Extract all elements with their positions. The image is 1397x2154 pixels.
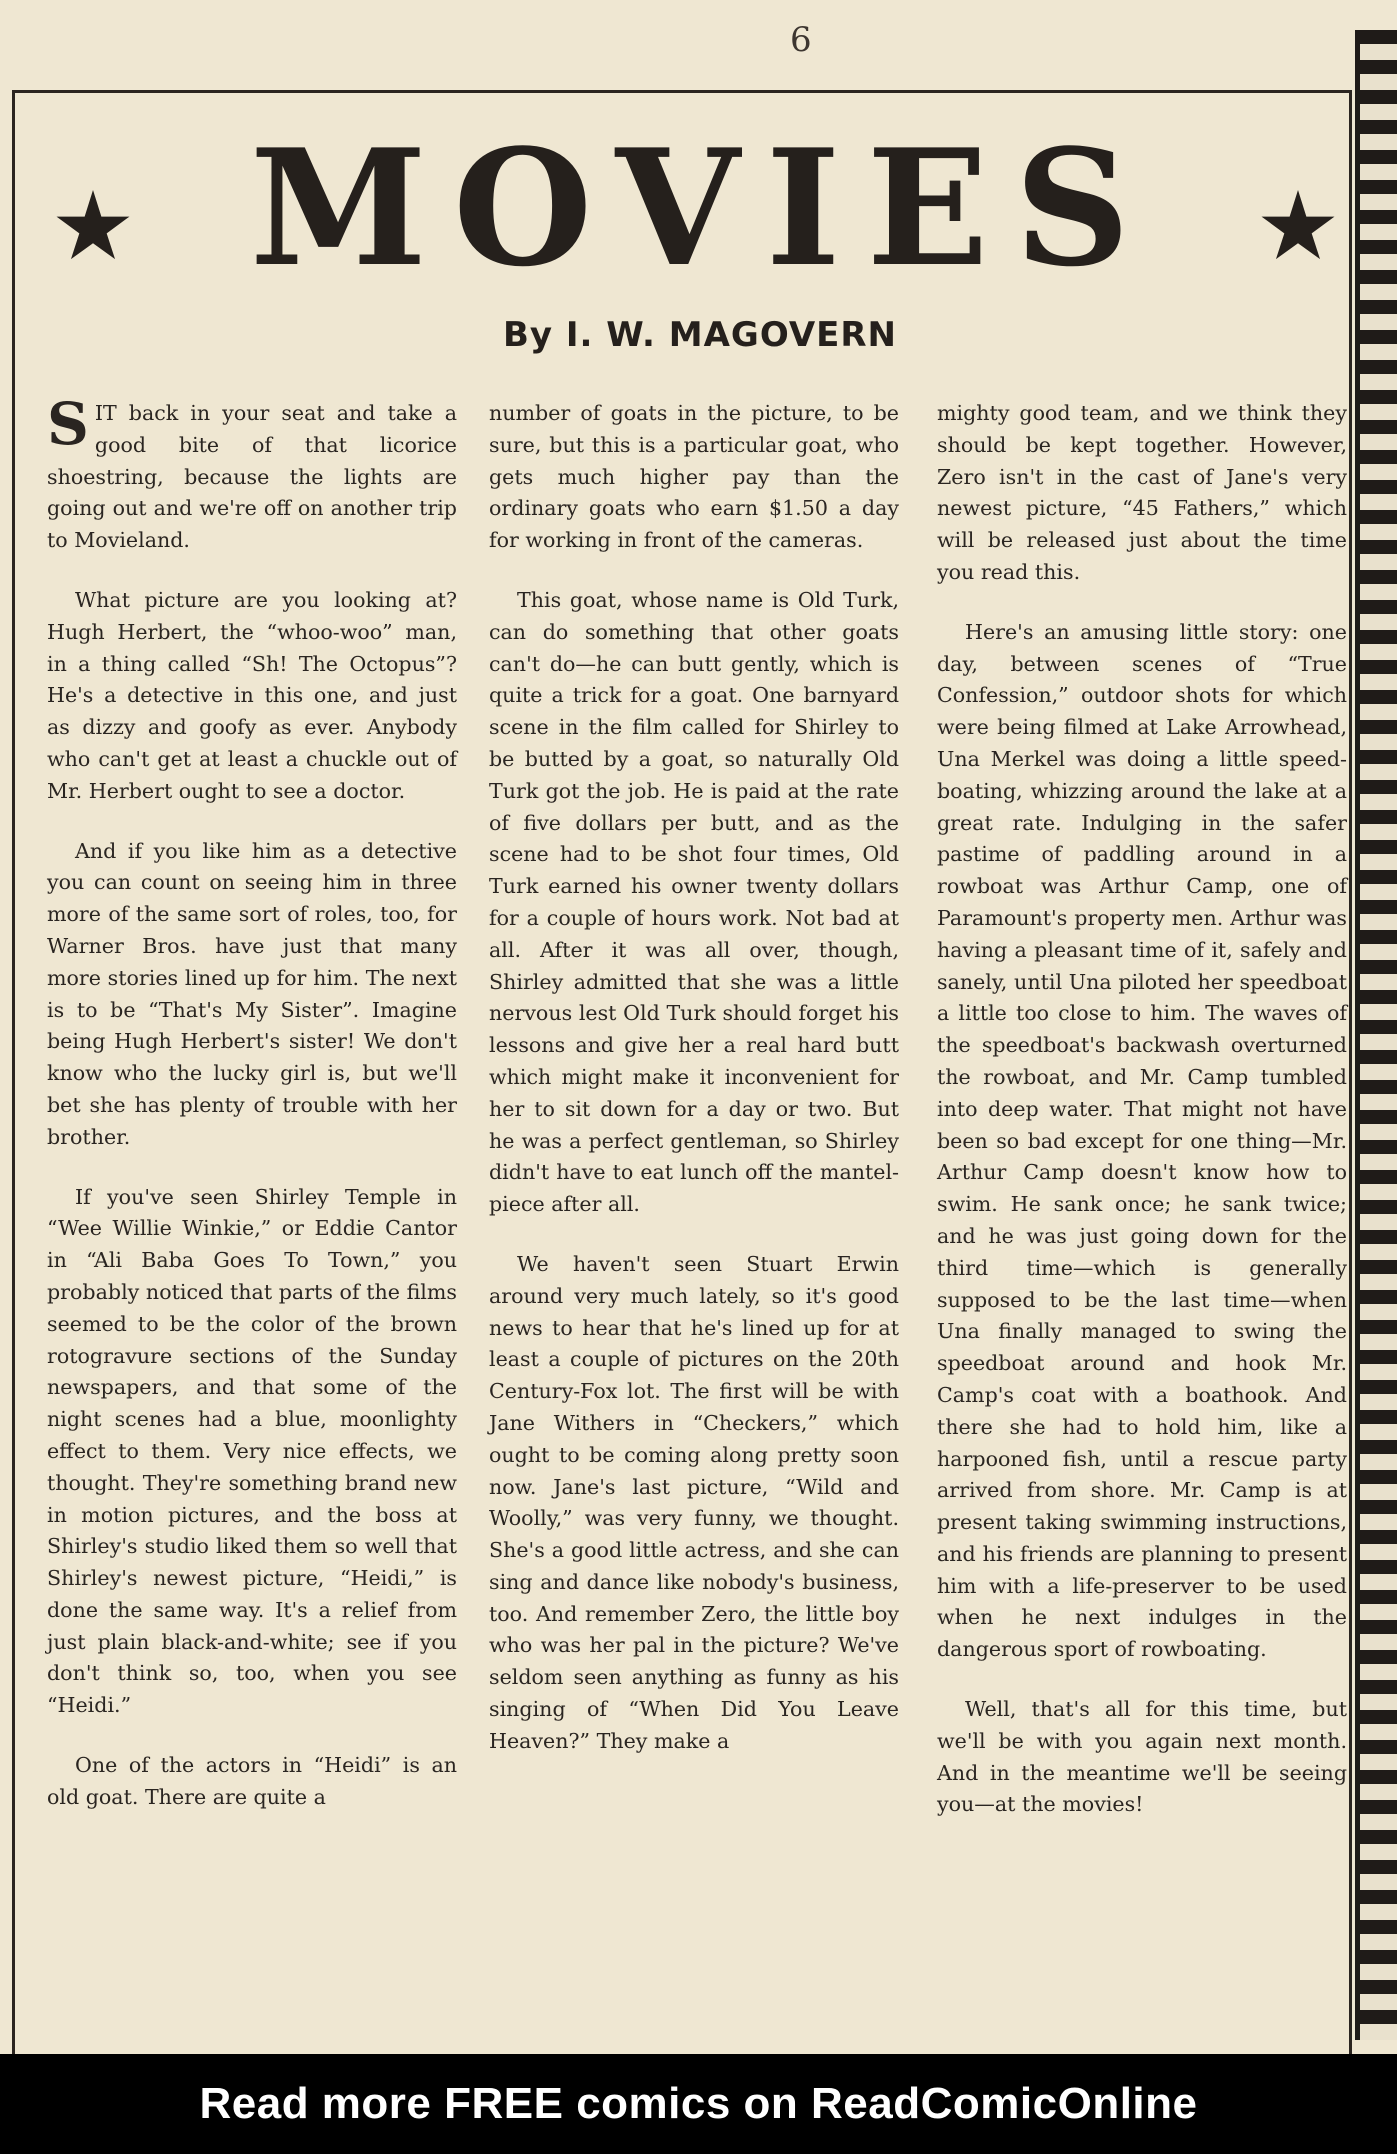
article-paragraph: SIT back in your seat and take a good bite of that licorice shoestring, because the lights are going out and we're off on another trip to Movieland. — [47, 390, 457, 553]
article-paragraph: This goat, whose name is Old Turk, can do something that other goats can't do—he can butt gently, which is quite a trick for a goat. One barnyard scene in the film called for Shirley to be butted by a goat, so naturally Old Turk got the job. He is paid at the rate of five dollars per butt, and as the scene had to be shot four times, Old Turk earned his owner twenty dollars for a couple of hours work. Not bad at all. After it was all over, though, Shirley admitted that she was a little nervous lest Old Turk should forget his lessons and give her a real hard butt which might make it inconvenient for her to sit down for a day or two. But he was a perfect gentleman, so Shirley didn't have to eat lunch off the mantel-piece after all. — [489, 587, 899, 1217]
article-paragraph: What picture are you looking at? Hugh Herbert, the “whoo-woo” man, in a thing called “Sh! The Octopus”? He's a detective in this one, and just as dizzy and goofy as ever. Anybody who can't get at least a chuckle out of Mr. Herbert ought to see a doctor. — [47, 587, 457, 803]
page-stamp: 6 — [790, 20, 812, 60]
title-row — [40, 114, 1340, 302]
article-paragraph: And if you like him as a detective you can count on seeing him in three more of the same sort of roles, too, for Warner Bros. have just that many more stories lined up for him. The next is to be “That's My Sister”. Imagine being Hugh Herbert's sister! We don't know who the lucky girl is, but we'll bet she has plenty of trouble with her brother. — [47, 838, 457, 1149]
byline: By I. W. MAGOVERN — [502, 315, 898, 355]
promo-banner[interactable] — [0, 2054, 1397, 2154]
article-body — [47, 390, 1347, 1948]
article-column-1 — [47, 390, 457, 1842]
article-paragraph: We haven't seen Stuart Erwin around very much lately, so it's good news to hear that he's lined up for at least a couple of pictures on the 20th Century-Fox lot. The first will be with Jane Withers in “Checkers,” which ought to be coming along pretty soon now. Jane's last picture, “Wild and Woolly,” was very funny, we thought. She's a good little actress, and she can sing and dance like nobody's business, too. And remember Zero, the little boy who was her pal in the picture? We've seldom seen anything as funny as his singing of “When Did You Leave Heaven?” They make a — [489, 1251, 899, 1753]
article-paragraph: Here's an amusing little story: one day, between scenes of “True Confession,” outdoor shots for which were being filmed at Lake Arrowhead, Una Merkel was doing a little speed-boating, whizzing around the lake at a great rate. Indulging in the safer pastime of paddling around in a rowboat was Arthur Camp, one of Paramount's property men. Arthur was having a pleasant time of it, safely and sanely, until Una piloted her speedboat a little too close to him. The waves of the speedboat's backwash overturned the rowboat, and Mr. Camp tumbled into deep water. That might not have been so bad except for one thing—Mr. Arthur Camp doesn't know how to swim. He sank once; he sank twice; and he was just going down for the third time—which is generally supposed to be the last time—when Una finally managed to swing the speedboat around and hook Mr. Camp's coat with a boathook. And there she had to hold him, like a harpooned fish, until a rescue party arrived from shore. Mr. Camp is at present taking swimming instructions, and his friends are planning to present him with a life-preserver to be used when he next indulges in the dangerous sport of rowboating. — [937, 619, 1347, 1662]
page-title: MOVIES — [249, 114, 1157, 302]
article-paragraph: If you've seen Shirley Temple in “Wee Willie Winkie,” or Eddie Cantor in “Ali Baba Goes To Town,” you probably noticed that parts of the films seemed to be the color of the brown rotogravure sections of the Sunday newspapers, and that some of the night scenes had a blue, moonlighty effect to them. Very nice effects, we thought. They're something brand new in motion pictures, and the boss at Shirley's studio liked them so well that Shirley's newest picture, “Heidi,” is done the same way. It's a relief from just plain black-and-white; see if you don't think so, too, when you see “Heidi.” — [47, 1184, 457, 1718]
article-paragraph: Well, that's all for this time, but we'll be with you again next month. And in the meantime we'll be seeing you—at the movies! — [937, 1697, 1347, 1817]
article-column-3 — [937, 398, 1347, 1849]
drop-cap: S — [47, 390, 89, 458]
article-paragraph: number of goats in the picture, to be sure, but this is a particular goat, who gets much higher pay than the ordinary goats who earn $1.50 a day for working in front of the cameras. — [489, 401, 899, 553]
promo-banner-text: Read more FREE comics on ReadComicOnline — [199, 2079, 1198, 2128]
spiral-binding — [1355, 30, 1397, 2040]
article-paragraph: mighty good team, and we think they should be kept together. However, Zero isn't in the cast of Jane's very newest picture, “45 Fathers,” which will be released just about the time you read this. — [937, 401, 1347, 584]
article-paragraph: One of the actors in “Heidi” is an old goat. There are quite a — [47, 1753, 457, 1809]
article-column-2 — [489, 398, 899, 1786]
